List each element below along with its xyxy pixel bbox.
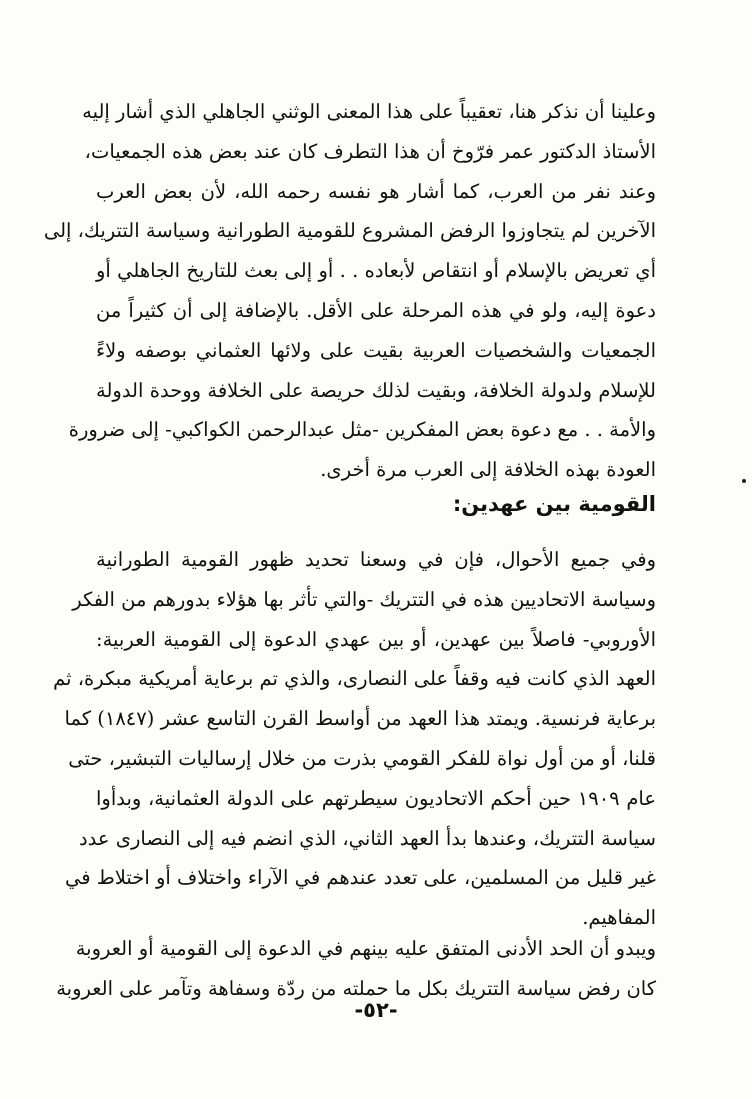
- text-line: والأمة . . مع دعوة بعض المفكرين -مثل عبدالرحمن الكواكبي- إلى ضرورة: [68, 418, 656, 442]
- scan-speck: [742, 479, 746, 483]
- text-line: الآخرين لم يتجاوزوا الرفض المشروع للقومية الطورانية وسياسة التتريك، إلى: [43, 219, 656, 243]
- text-line: وفي جميع الأحوال، فإن في وسعنا تحديد ظهور القومية الطورانية: [96, 548, 656, 571]
- text-line: وعند نفر من العرب، كما أشار هو نفسه رحمه الله، لأن بعض العرب: [96, 179, 656, 203]
- text-line: العودة بهذه الخلافة إلى العرب مرة أخرى.: [320, 458, 656, 482]
- text-line: المفاهيم.: [582, 906, 656, 930]
- text-line: وسياسة الاتحاديين هذه في التتريك -والتي تأثر بها هؤلاء بدورهم من الفكر: [72, 587, 656, 611]
- text-line: غير قليل من المسلمين، على تعدد عندهم في الآراء واختلاف أو اختلاط في: [64, 866, 656, 890]
- text-line: دعوة إليه، ولو في هذه المرحلة على الأقل. بالإضافة إلى أن كثيراً من: [96, 298, 656, 322]
- page-number: -٥٢-: [354, 998, 398, 1022]
- section-heading: القومية بين عهدين:: [452, 492, 656, 516]
- text-line: للإسلام ولدولة الخلافة، وبقيت لذلك حريصة على الخلافة ووحدة الدولة: [96, 378, 656, 402]
- text-line: برعاية فرنسية. ويمتد هذا العهد من أواسط القرن التاسع عشر (١٨٤٧) كما: [64, 707, 656, 731]
- text-line: أي تعريض بالإسلام أو انتقاص لأبعاده . . أو إلى بعث للتاريخ الجاهلي أو: [96, 259, 656, 283]
- text-line: الجمعيات والشخصيات العربية بقيت على ولائها العثماني بوصفه ولاءً: [96, 338, 656, 362]
- text-line: كان رفض سياسة التتريك بكل ما حملته من ردّة وسفاهة وتآمر على العروبة: [56, 976, 656, 1000]
- paragraph-2: [53, 540, 656, 938]
- text-line: قلنا، أو من أول نواة للفكر القومي بذرت من خلال إرساليات التبشير، حتى: [68, 746, 656, 770]
- text-line: عام ١٩٠٩ حين أحكم الاتحاديون سيطرتهم على الدولة العثمانية، وبدأوا: [96, 786, 656, 810]
- text-line: ويبدو أن الحد الأدنى المتفق عليه بينهم في الدعوة إلى القومية أو العروبة: [75, 937, 656, 960]
- text-line: الأوروبي- فاصلاً بين عهدين، أو بين عهدي الدعوة إلى القومية العربية:: [96, 627, 656, 651]
- text-line: الأستاذ الدكتور عمر فرّوخ أن هذا التطرف كان عند بعض هذه الجمعيات،: [84, 139, 656, 163]
- text-line: سياسة التتريك، وعندها بدأ العهد الثاني، الذي انضم فيه إلى النصارى عدد: [78, 826, 656, 850]
- paragraph-1: [43, 92, 656, 490]
- text-line: وعلينا أن نذكر هنا، تعقيباً على هذا المعنى الوثني الجاهلي الذي أشار إليه: [82, 100, 656, 123]
- text-line: العهد الذي كانت فيه وقفاً على النصارى، والذي تم برعاية أمريكية مبكرة، ثم: [53, 667, 656, 691]
